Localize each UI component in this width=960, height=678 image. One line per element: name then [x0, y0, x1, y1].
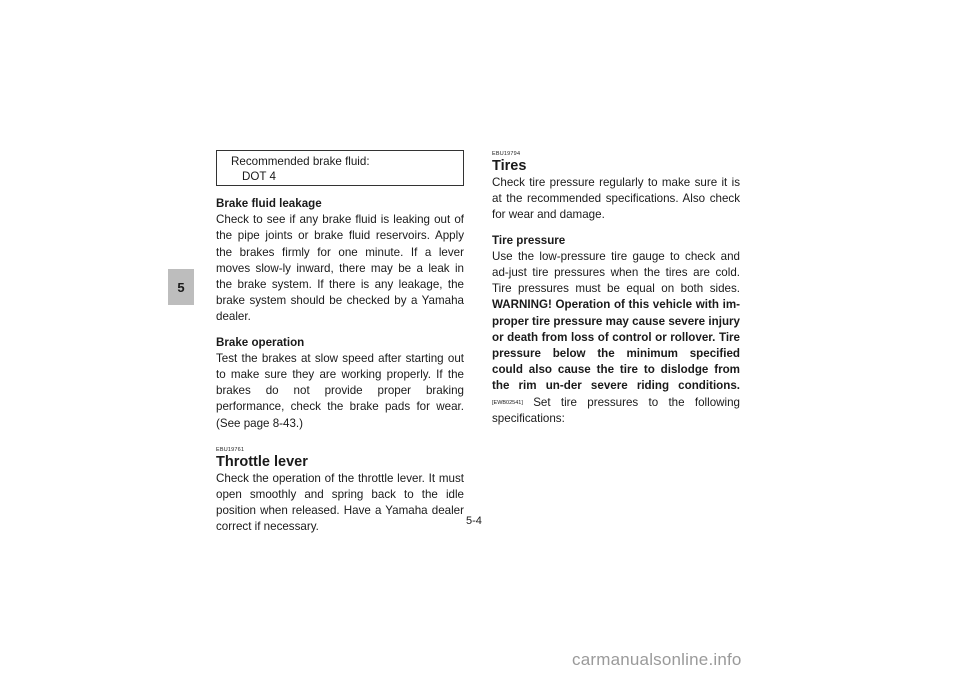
brake-fluid-spec-box: [216, 150, 464, 186]
chapter-tab: 5: [168, 269, 194, 305]
tires-paragraph: Check tire pressure regularly to make sure it is at the recommended specifications. Also check for wear and damage.: [492, 176, 740, 222]
warning-code: [EWB02541]: [492, 399, 523, 406]
throttle-heading: Throttle lever: [216, 453, 308, 470]
tail-text: Set tire pressures to the following specifications:: [492, 395, 740, 426]
leakage-paragraph: Check to see if any brake fluid is leaking out of the pipe joints or brake fluid reservoirs. Apply the brakes firmly for one minute. If a lever moves slow-ly inward, there may be a leak in the brake system. If there is any leakage, the brake system should be checked by a Yamaha dealer.: [216, 213, 464, 324]
leakage-heading: Brake fluid leakage: [216, 197, 322, 210]
tires-heading: Tires: [492, 158, 527, 174]
right-column: [492, 150, 740, 427]
page-number: 5-4: [466, 515, 482, 527]
pressure-heading: Tire pressure: [492, 233, 566, 247]
throttle-section-code: EBU19761: [216, 446, 245, 453]
spec-label: Recommended brake fluid:: [231, 155, 370, 168]
operation-heading: Brake operation: [216, 335, 305, 349]
pressure-paragraph: [492, 249, 740, 427]
spec-value: DOT 4: [242, 170, 276, 183]
pressure-text: Use the low-pressure tire gauge to check and ad-just tire pressures when the tires are cold. Tire pressures must be equal on both sides.: [492, 249, 740, 296]
left-column: [216, 150, 464, 536]
throttle-paragraph: Check the operation of the throttle lever. It must open smoothly and spring back to the idle position when released. Have a Yamaha dealer correct if necessary.: [216, 471, 464, 534]
tires-section-code: EBU19794: [492, 151, 521, 157]
warning-text: WARNING! Operation of this vehicle with im-proper tire pressure may cause severe injury or death from loss of control or rollover. Tire pressure below the minimum specified could also cause the tire to dislodge from the rim un-der severe riding conditions.: [492, 298, 740, 393]
watermark: carmanualsonline.info: [572, 650, 742, 669]
operation-paragraph: Test the brakes at slow speed after starting out to make sure they are working properly. If the brakes do not provide proper braking performance, check the brake pads for wear. (See page 8-43.): [216, 351, 464, 430]
